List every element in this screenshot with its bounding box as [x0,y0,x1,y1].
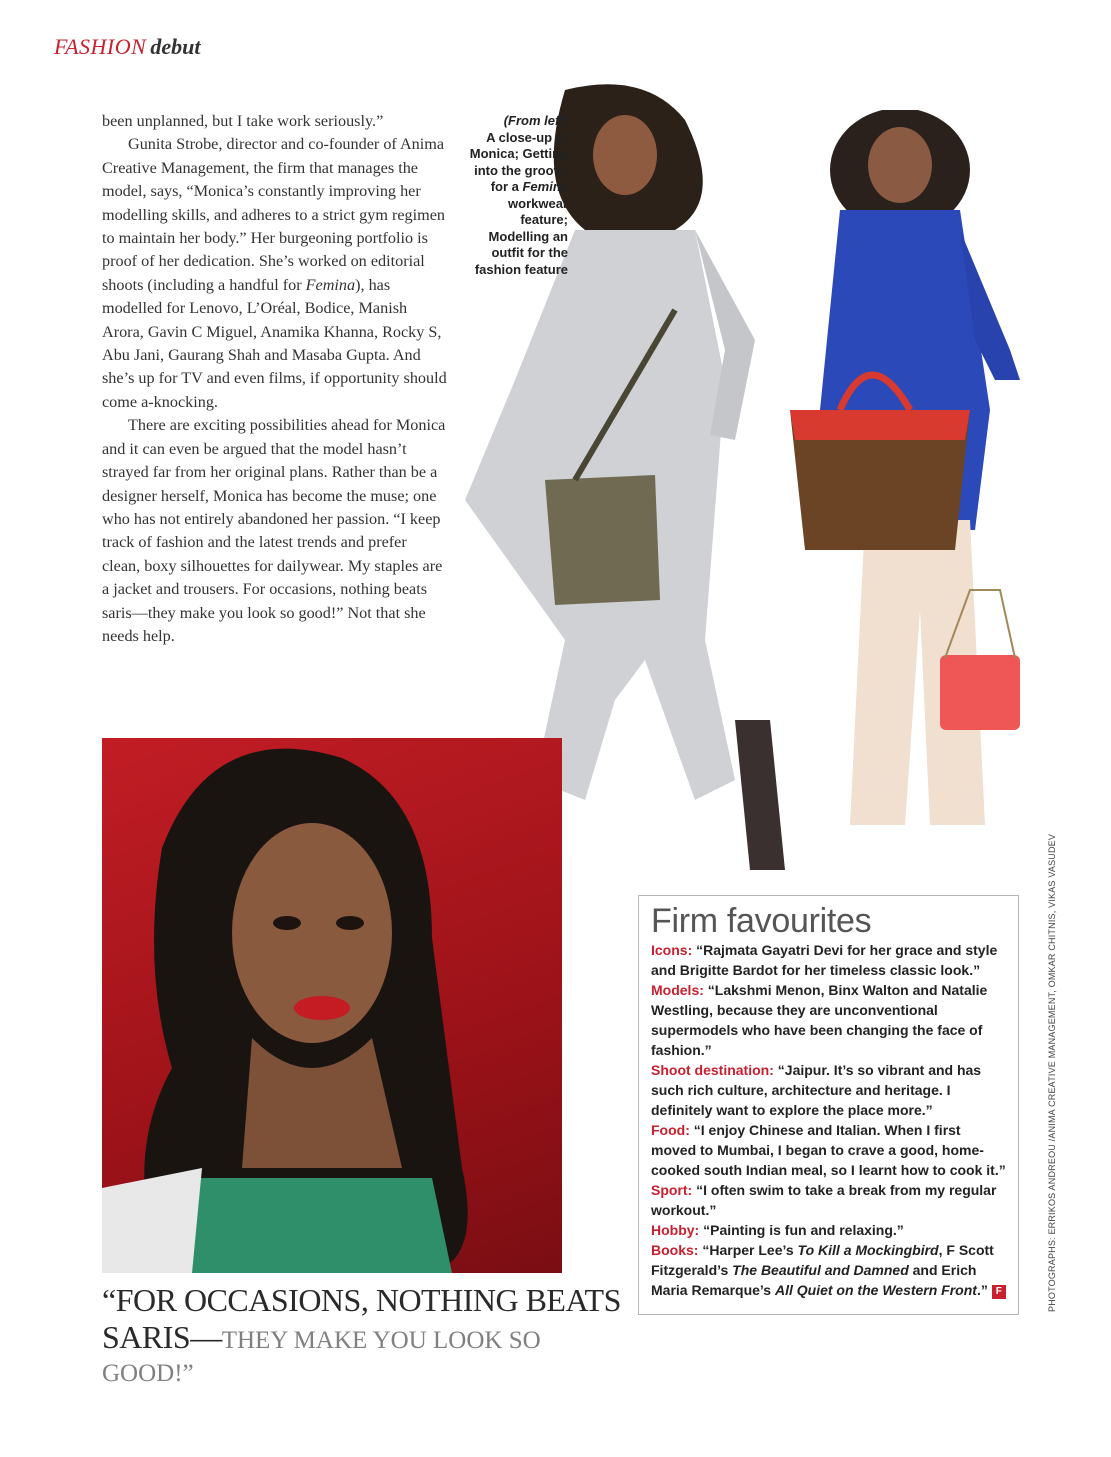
portrait-photo [102,738,562,1273]
femina-end-mark-icon: F [992,1285,1006,1299]
page-header [54,34,200,60]
sidebar-title: Firm favourites [651,902,872,940]
section-subtitle: debut [150,34,201,59]
firm-favourites-box [638,895,1019,1315]
body-paragraph: been unplanned, but I take work seriously.” [102,112,384,130]
sidebar-item-food: Food: “I enjoy Chinese and Italian. When I first moved to Mumbai, I began to crave a good, home-cooked south Indian meal, so I learnt how to cook it.” [651,1122,1006,1178]
photo-credit: PHOTOGRAPHS: ERRIKOS ANDREOU /ANIMA CREATIVE MANAGEMENT, OMKAR CHITNIS, VIKAS VASUDEV [1047,833,1057,1312]
pull-quote: “FOR OCCASIONS, NOTHING BEATS SARIS—THEY MAKE YOU LOOK SO GOOD!” [102,1282,621,1387]
section-title: FASHION [54,34,147,59]
sidebar-item-models: Models: “Lakshmi Menon, Binx Walton and Natalie Westling, because they are unconventional supermodels who have been changing the face of fashion.” [651,982,988,1058]
sidebar-item-sport: Sport: “I often swim to take a break from my regular workout.” [651,1182,997,1218]
photo-caption: (From left) A close-up of Monica; Getting into the groove for a Femina workwear feature; Modelling an outfit for the fashion feature [469,113,568,277]
body-paragraph: Gunita Strobe, director and co-founder of Anima Creative Management, the firm that manages the model, says, “Monica’s constantly improving her modelling skills, and adheres to a strict gym regimen to maintain her body.” Her burgeoning portfolio is proof of her dedication. She’s worked on editorial shoots (including a handful for Femina), has modelled for Lenovo, L’Oréal, Bodice, Manish Arora, Gavin C Miguel, Anamika Khanna, Rocky S, Abu Jani, Gaurang Shah and Masaba Gupta. And she’s up for TV and even films, if opportunity should come a-knocking. [102,135,447,411]
portrait-figure [102,738,562,1273]
sidebar-item-icons: Icons: “Rajmata Gayatri Devi for her grace and style and Brigitte Bardot for her timeless classic look.” [651,942,998,978]
sidebar-item-hobby: Hobby: “Painting is fun and relaxing.” [651,1222,904,1238]
article-body [102,110,448,648]
sidebar-item-books: Books: “Harper Lee’s To Kill a Mockingbird, F Scott Fitzgerald’s The Beautiful and Damned and Erich Maria Remarque’s All Quiet on the Western Front.” F [651,1240,1006,1300]
body-paragraph: There are exciting possibilities ahead for Monica and it can even be argued that the model hasn’t strayed far from her original plans. Rather than be a designer herself, Monica has become the muse; one who has not entirely abandoned her passion. “I keep track of fashion and the latest trends and prefer clean, boxy silhouettes for dailywear. My staples are a jacket and trousers. For occasions, nothing beats saris—they make you look so good!” Not that she needs help. [102,416,446,645]
sidebar-item-shoot: Shoot destination: “Jaipur. It’s so vibrant and has such rich culture, architecture and heritage. I definitely want to explore the place more.” [651,1062,982,1118]
